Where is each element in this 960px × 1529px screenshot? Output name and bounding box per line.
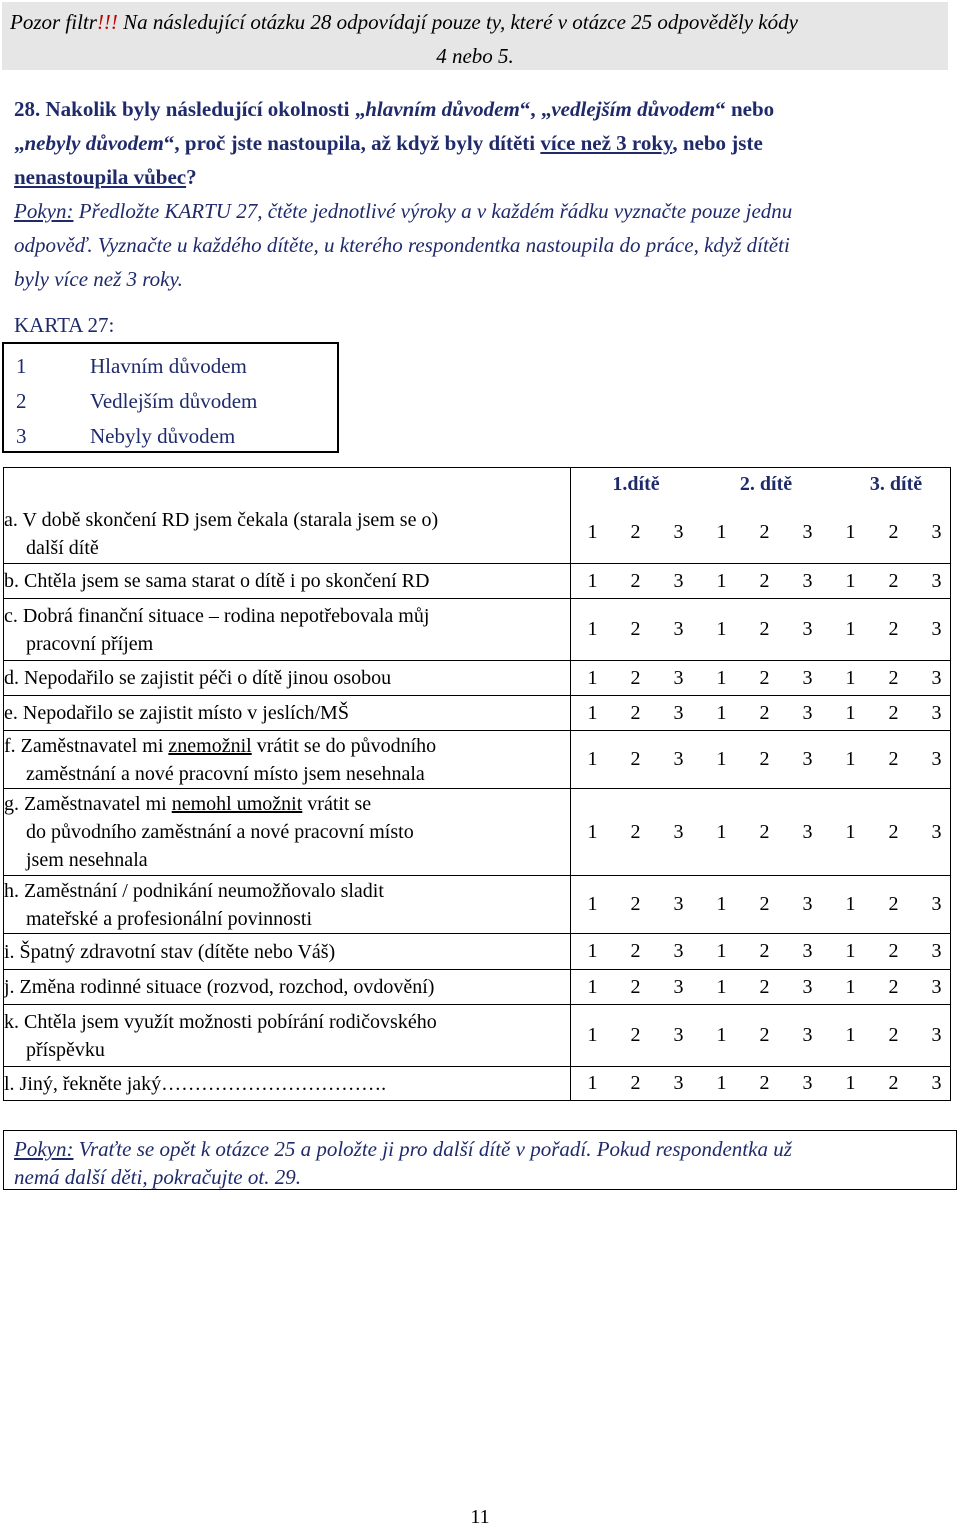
answer-scale[interactable]: [571, 970, 951, 1005]
answer-code[interactable]: 1: [716, 666, 727, 689]
answer-code[interactable]: 1: [716, 975, 727, 998]
answer-code[interactable]: 1: [845, 940, 856, 962]
answer-code[interactable]: 3: [802, 1072, 813, 1094]
child-headers: [571, 468, 951, 502]
answer-code[interactable]: 3: [802, 748, 813, 770]
answer-scale[interactable]: [571, 661, 951, 696]
answer-code[interactable]: 3: [802, 618, 813, 640]
question-emph-1: hlavním důvodem: [365, 97, 520, 121]
instruction-text-2: odpověď. Vyznačte u každého dítěte, u kterého respondentka nastoupila do práce, když dítěti: [14, 233, 790, 257]
answer-code[interactable]: 1: [587, 1072, 598, 1094]
answer-code[interactable]: 1: [845, 618, 856, 640]
question-line-3: [14, 160, 944, 194]
answer-code[interactable]: 1: [845, 1024, 856, 1046]
question-text-1c: “ nebo: [715, 97, 775, 121]
answer-code[interactable]: 1: [587, 975, 598, 998]
answer-code[interactable]: 3: [931, 1024, 942, 1046]
answer-code[interactable]: 2: [630, 748, 641, 770]
card-item-code: 3: [16, 424, 27, 448]
answer-code[interactable]: 2: [630, 1024, 641, 1046]
answer-code[interactable]: 1: [845, 666, 856, 689]
answer-code[interactable]: 2: [759, 666, 770, 689]
answer-code[interactable]: 1: [716, 748, 727, 770]
row-label-line: vrátit se do původního: [251, 734, 437, 757]
table-row-label: [4, 789, 571, 876]
answer-code[interactable]: 1: [716, 1024, 727, 1046]
answer-code[interactable]: 1: [845, 820, 856, 843]
table-row-label: [4, 876, 571, 934]
answer-code[interactable]: 3: [673, 520, 684, 543]
answer-code[interactable]: 2: [759, 520, 770, 543]
answer-code[interactable]: 1: [587, 940, 598, 962]
answer-code[interactable]: 3: [931, 618, 942, 640]
answer-code[interactable]: 3: [802, 820, 813, 843]
answer-code[interactable]: 3: [802, 940, 813, 962]
answer-code[interactable]: 2: [888, 520, 899, 543]
answer-code[interactable]: 1: [587, 569, 598, 592]
interviewer-instruction: [14, 194, 944, 296]
row-label-line: do původního zaměstnání a nové pracovní místo: [26, 821, 414, 843]
answer-code[interactable]: 2: [759, 618, 770, 640]
instruction-line-1: [14, 194, 944, 228]
answer-code[interactable]: 2: [888, 820, 899, 843]
answer-code[interactable]: 3: [802, 520, 813, 543]
answer-code[interactable]: 1: [716, 1072, 727, 1094]
footer-instruction-label: Pokyn:: [14, 1137, 74, 1161]
row-label-line: l. Jiný, řekněte jaký…………………………….: [4, 1072, 387, 1095]
question-emph-3: nebyly důvodem: [24, 131, 164, 155]
answer-code[interactable]: 1: [716, 893, 727, 915]
question-line-2: [14, 126, 944, 160]
answer-code[interactable]: 3: [931, 569, 942, 592]
card-item: [16, 424, 235, 449]
answer-code[interactable]: 1: [587, 820, 598, 843]
answer-code[interactable]: 1: [716, 520, 727, 543]
answer-code[interactable]: 1: [845, 569, 856, 592]
row-label-line: c. Dobrá finanční situace – rodina nepotřebovala můj: [4, 604, 430, 627]
answer-code[interactable]: 1: [845, 748, 856, 770]
answer-code[interactable]: 1: [587, 618, 598, 640]
question-text-1: Nakolik byly následující okolnosti „: [40, 97, 366, 121]
table-row-label: [4, 970, 571, 1005]
question-text-2a: „: [14, 131, 25, 155]
answer-scale[interactable]: [571, 599, 951, 661]
answer-code[interactable]: 3: [931, 1072, 942, 1094]
row-label-line: i. Špatný zdravotní stav (dítěte nebo Váš): [4, 940, 336, 963]
answer-code[interactable]: 3: [673, 940, 684, 962]
answer-code[interactable]: 3: [673, 748, 684, 770]
row-label-line: h. Zaměstnání / podnikání neumožňovalo sladit: [4, 879, 384, 902]
answer-code[interactable]: 3: [931, 701, 942, 724]
answer-card: [2, 342, 339, 453]
answer-code[interactable]: 2: [888, 1072, 899, 1094]
answer-code[interactable]: 2: [759, 1072, 770, 1094]
answer-code[interactable]: 3: [673, 618, 684, 640]
answer-code[interactable]: 1: [716, 820, 727, 843]
table-row-label: [4, 934, 571, 970]
answer-code[interactable]: 3: [931, 748, 942, 770]
answer-code[interactable]: 1: [845, 975, 856, 998]
card-item: [16, 389, 257, 414]
table-row: [4, 1005, 951, 1067]
table-row: [4, 599, 951, 661]
answer-code[interactable]: 3: [931, 820, 942, 843]
child-3-header: 3. dítě: [869, 473, 923, 496]
answer-code[interactable]: 1: [587, 701, 598, 724]
footer-instruction-text-2: nemá další děti, pokračujte ot. 29.: [14, 1165, 301, 1189]
table-row: [4, 970, 951, 1005]
question-underline-2: nenastoupila vůbec: [14, 165, 187, 189]
row-label-line: e. Nepodařilo se zajistit místo v jeslích/MŠ: [4, 702, 349, 724]
answer-code[interactable]: 3: [931, 666, 942, 689]
answer-code[interactable]: 2: [759, 1024, 770, 1046]
filter-text-2: 4 nebo 5.: [436, 44, 514, 68]
row-label-underline: znemožnil: [168, 734, 252, 757]
answer-scale[interactable]: [571, 731, 951, 789]
answer-code[interactable]: 2: [759, 569, 770, 592]
answer-code[interactable]: 3: [931, 940, 942, 962]
row-label-line: f. Zaměstnavatel mi: [4, 734, 169, 757]
row-label-line: příspěvku: [26, 1038, 105, 1061]
answer-scale[interactable]: [571, 934, 951, 970]
table-row: [4, 564, 951, 599]
answer-scale[interactable]: [571, 1067, 951, 1101]
question-text-2c: , nebo jste: [672, 131, 763, 155]
question-line-1: [14, 92, 944, 126]
table-row-label: [4, 661, 571, 696]
card-title: KARTA 27:: [14, 313, 115, 337]
row-label-line: k. Chtěla jsem využít možnosti pobírání rodičovského: [4, 1010, 437, 1033]
answer-code[interactable]: 2: [630, 569, 641, 592]
answer-code[interactable]: 2: [630, 975, 641, 998]
answer-code[interactable]: 2: [630, 940, 641, 962]
answer-code[interactable]: 3: [802, 1024, 813, 1046]
table-row-label: [4, 731, 571, 789]
card-item-code: 1: [16, 354, 27, 378]
card-item-label: Vedlejším důvodem: [90, 389, 258, 413]
answer-code[interactable]: 1: [587, 748, 598, 770]
question-28: [14, 92, 944, 194]
row-label-line: vrátit se: [302, 793, 372, 815]
table-row: [4, 661, 951, 696]
answer-code[interactable]: 3: [931, 893, 942, 915]
answer-code[interactable]: 2: [630, 1072, 641, 1094]
reasons-table: [3, 467, 951, 1101]
instruction-text-1: Předložte KARTU 27, čtěte jednotlivé výroky a v každém řádku vyznačte pouze jednu: [73, 199, 793, 223]
answer-code[interactable]: 2: [630, 618, 641, 640]
answer-code[interactable]: 2: [630, 666, 641, 689]
filter-exclaim: !!!: [96, 10, 118, 34]
answer-code[interactable]: 3: [673, 701, 684, 724]
answer-code[interactable]: 3: [673, 893, 684, 915]
answer-code[interactable]: 2: [888, 893, 899, 915]
filter-text-1: Na následující otázku 28 odpovídají pouze ty, které v otázce 25 odpověděly kódy: [117, 10, 798, 34]
answer-scale[interactable]: [571, 696, 951, 731]
row-label-line: další dítě: [26, 536, 99, 559]
answer-code[interactable]: 3: [931, 520, 942, 543]
answer-code[interactable]: 3: [802, 893, 813, 915]
question-text-2b: “, proč jste nastoupila, až když byly dítěti: [163, 131, 541, 155]
answer-code[interactable]: 2: [888, 569, 899, 592]
row-label-line: pracovní příjem: [26, 632, 154, 655]
answer-code[interactable]: 3: [673, 975, 684, 998]
answer-code[interactable]: 2: [630, 893, 641, 915]
row-label-underline: nemohl umožnit: [171, 793, 303, 815]
answer-code[interactable]: 3: [673, 569, 684, 592]
question-underline-1: více než 3 roky: [540, 131, 673, 155]
card-item-label: Hlavním důvodem: [90, 354, 247, 378]
answer-code[interactable]: 2: [759, 820, 770, 843]
answer-scale[interactable]: [571, 564, 951, 599]
table-row-label: [4, 696, 571, 731]
answer-scale[interactable]: [571, 502, 951, 564]
table-row: [4, 789, 951, 876]
answer-code[interactable]: 2: [888, 666, 899, 689]
footer-instruction-line-1: [14, 1135, 946, 1163]
answer-code[interactable]: 3: [673, 1024, 684, 1046]
answer-code[interactable]: 2: [888, 975, 899, 998]
table-row: [4, 934, 951, 970]
answer-code[interactable]: 2: [630, 820, 641, 843]
filter-line-1: [10, 6, 798, 38]
table-row: [4, 1067, 951, 1101]
row-label-line: zaměstnání a nové pracovní místo jsem nesehnala: [26, 762, 425, 785]
row-label-line: g. Zaměstnavatel mi: [4, 793, 172, 815]
answer-code[interactable]: 1: [587, 520, 598, 543]
row-label-line: b. Chtěla jsem se sama starat o dítě i po skončení RD: [4, 570, 430, 592]
answer-code[interactable]: 2: [759, 893, 770, 915]
table-row-label: [4, 1005, 571, 1067]
answer-code[interactable]: 2: [888, 748, 899, 770]
answer-code[interactable]: 2: [888, 940, 899, 962]
answer-code[interactable]: 3: [673, 666, 684, 689]
answer-code[interactable]: 1: [587, 1024, 598, 1046]
question-text-1b: “, „: [519, 97, 552, 121]
answer-scale[interactable]: [571, 1005, 951, 1067]
answer-code[interactable]: 1: [587, 666, 598, 689]
footer-instruction: [3, 1130, 957, 1190]
page-number: 11: [470, 1506, 490, 1528]
answer-code[interactable]: 1: [716, 569, 727, 592]
answer-code[interactable]: 3: [802, 701, 813, 724]
answer-code[interactable]: 1: [845, 520, 856, 543]
answer-code[interactable]: 3: [673, 820, 684, 843]
question-text-3b: ?: [186, 165, 197, 189]
answer-code[interactable]: 3: [802, 975, 813, 998]
child-1-header: 1.dítě: [612, 473, 660, 496]
answer-code[interactable]: 2: [630, 701, 641, 724]
answer-code[interactable]: 3: [931, 975, 942, 998]
row-label-line: j. Změna rodinné situace (rozvod, rozchod, ovdovění): [4, 976, 435, 998]
footer-instruction-text-1: Vraťte se opět k otázce 25 a položte ji pro další dítě v pořadí. Pokud respondentka už: [73, 1137, 792, 1161]
answer-code[interactable]: 2: [759, 701, 770, 724]
table-row-label: [4, 599, 571, 661]
table-header-row: [4, 468, 951, 502]
answer-code[interactable]: 2: [759, 748, 770, 770]
card-item: [16, 354, 247, 379]
question-emph-2: vedlejším důvodem: [551, 97, 716, 121]
answer-code[interactable]: 3: [802, 569, 813, 592]
row-label-line: mateřské a profesionální povinnosti: [26, 907, 313, 930]
table-row-label: [4, 1067, 571, 1101]
row-label-line: jsem nesehnala: [26, 849, 148, 871]
table-row: [4, 731, 951, 789]
table-row-label: [4, 564, 571, 599]
question-number: 28.: [14, 97, 41, 121]
answer-scale[interactable]: [571, 789, 951, 876]
filter-prefix: Pozor filtr: [10, 10, 97, 34]
answer-scale[interactable]: [571, 876, 951, 934]
answer-code[interactable]: 3: [802, 666, 813, 689]
answer-code[interactable]: 1: [845, 1072, 856, 1094]
answer-code[interactable]: 2: [888, 701, 899, 724]
row-label-line: a. V době skončení RD jsem čekala (starala jsem se o): [4, 508, 439, 531]
answer-code[interactable]: 2: [759, 940, 770, 962]
table-row: [4, 696, 951, 731]
card-item-code: 2: [16, 389, 27, 413]
answer-code[interactable]: 2: [888, 618, 899, 640]
answer-code[interactable]: 1: [716, 618, 727, 640]
instruction-text-3: byly více než 3 roky.: [14, 267, 183, 291]
card-item-label: Nebyly důvodem: [90, 424, 236, 448]
child-2-header: 2. dítě: [739, 473, 793, 496]
answer-code[interactable]: 1: [716, 701, 727, 724]
answer-code[interactable]: 2: [759, 975, 770, 998]
answer-code[interactable]: 1: [716, 940, 727, 962]
row-label-line: d. Nepodařilo se zajistit péči o dítě jinou osobou: [4, 667, 392, 689]
instruction-label: Pokyn:: [14, 199, 74, 223]
filter-notice: [2, 2, 948, 70]
answer-code[interactable]: 3: [673, 1072, 684, 1094]
answer-code[interactable]: 1: [845, 701, 856, 724]
table-row: [4, 876, 951, 934]
answer-code[interactable]: 2: [630, 520, 641, 543]
answer-code[interactable]: 2: [888, 1024, 899, 1046]
answer-code[interactable]: 1: [587, 893, 598, 915]
answer-code[interactable]: 1: [845, 893, 856, 915]
table-row-label: [4, 468, 571, 564]
